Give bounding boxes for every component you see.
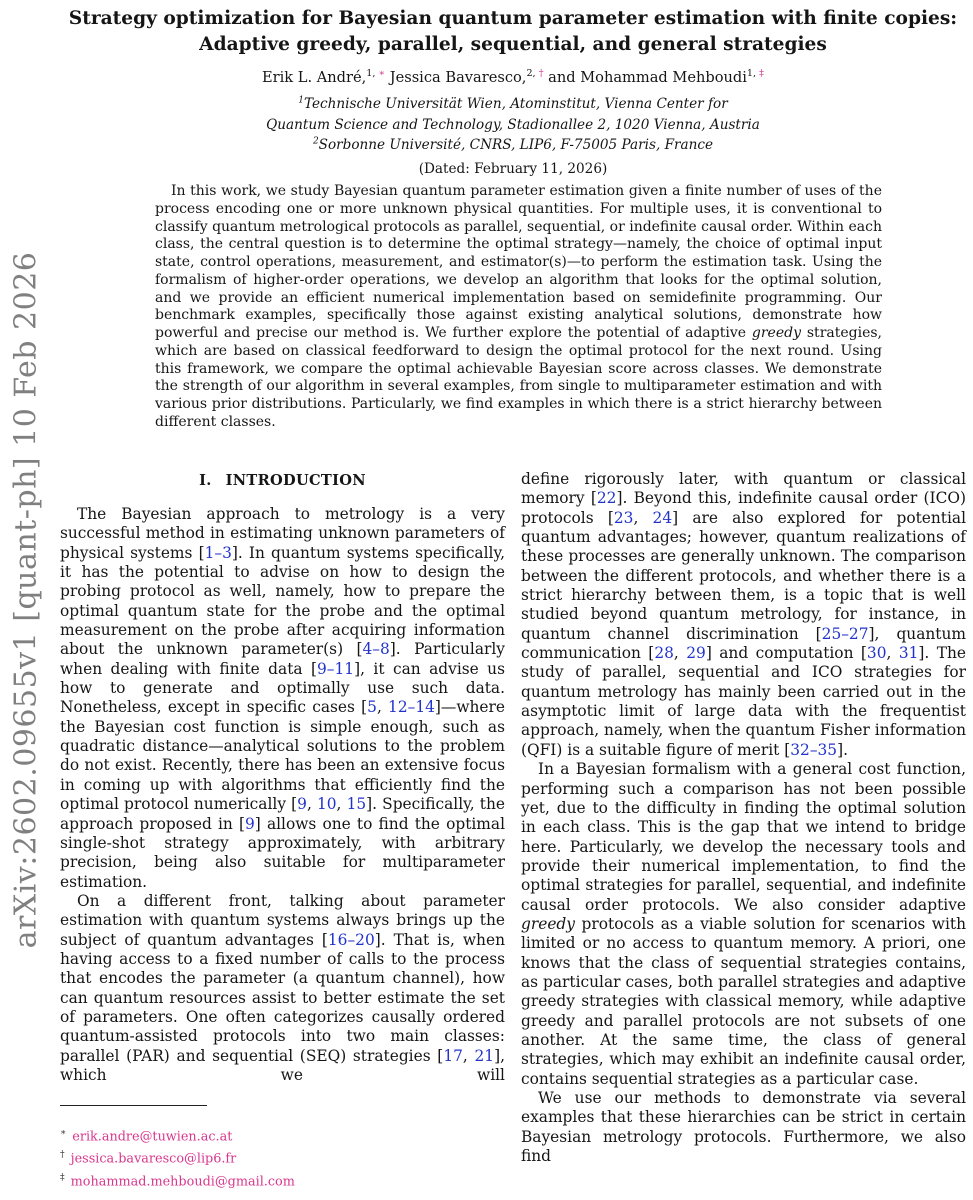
footnote-author-2 <box>60 1146 295 1169</box>
dagger-footnote-marker: † <box>60 1149 65 1161</box>
footnotes <box>60 1124 295 1192</box>
arxiv-sidebar-banner: arXiv:2602.09655v1 [quant-ph] 10 Feb 2026 <box>8 251 44 949</box>
intro-paragraph-2: On a different front, talking about parameter estimation with quantum systems always brings up the subject of quantum advantages [16–20]. That is, when having access to a fixed number of calls to the process that encodes the parameter (a quantum channel), how can quantum resources assist to better estimate the set of parameters. One often categorizes causally ordered quantum-assisted protocols into two main classes: parallel (PAR) and sequential (SEQ) strategies [17, 21], which we will <box>60 891 505 1084</box>
section-heading-introduction <box>60 472 505 489</box>
affiliations <box>60 94 966 155</box>
citation-link[interactable]: 4–8 <box>362 640 390 659</box>
paper-title-line1: Strategy optimization for Bayesian quantum parameter estimation with finite copies: <box>68 8 958 29</box>
double-dagger-footnote-marker: ‡ <box>60 1172 65 1184</box>
abstract: In this work, we study Bayesian quantum parameter estimation given a finite number of uses of the process encoding one or more unknown physical quantities. For multiple uses, it is conventional to classify quantum metrological protocols as parallel, sequential, or indefinite causal order. Within each class, the central question is to determine the optimal strategy—namely, the choice of optimal input state, control operations, measurement, and estimator(s)—to perform the estimation task. Using the formalism of higher-order operations, we develop an algorithm that looks for the optimal solution, and we provide an efficient numerical implementation based on semidefinite programming. Our benchmark examples, specifically those against existing analytical solutions, demonstrate how powerful and precise our method is. We further explore the potential of adaptive greedy strategies, which are based on classical feedforward to design the optimal protocol for the next round. Using this framework, we compare the optimal achievable Bayesian score across classes. We demonstrate the strength of our algorithm in several examples, from single to multiparameter estimation and with various prior distributions. Particularly, we find examples in which there is a strict hierarchy between different classes. <box>155 183 882 430</box>
citation-link[interactable]: 5 <box>367 698 377 717</box>
citation-link[interactable]: 16–20 <box>327 930 375 949</box>
citation-link[interactable]: 29 <box>686 644 706 663</box>
citation-link[interactable]: 32–35 <box>790 740 838 759</box>
citation-link[interactable]: 10 <box>316 795 337 814</box>
intro-paragraph-3: In a Bayesian formalism with a general cost function, performing such a comparison has not been possible yet, due to the difficulty in finding the optimal solution in each class. This is the gap that we intend to bridge here. Particularly, we develop the necessary tools and provide their numerical implementation, to find the optimal strategies for parallel, sequential, and indefinite causal order protocols. We also consider adaptive greedy protocols as a viable solution for scenarios with limited or no access to quantum memory. A priori, one knows that the class of sequential strategies contains, as particular cases, both parallel strategies and adaptive greedy strategies with classical memory, while adaptive greedy and parallel protocols are not subsets of one another. At the same time, the class of general strategies, which may exhibit an indefinite causal order, contains sequential strategies as a particular case. <box>521 760 966 1088</box>
left-column <box>60 470 505 1196</box>
right-column <box>521 470 966 1196</box>
footnote-marker-link[interactable]: ∗ <box>378 68 386 80</box>
footnote-author-3 <box>60 1169 295 1192</box>
citation-link[interactable]: 24 <box>652 508 673 527</box>
intro-paragraph-4: We use our methods to demonstrate via several examples that these hierarchies can be strict in certain Bayesian metrology protocols. Furthermore, we also find <box>521 1089 966 1166</box>
section-title: INTRODUCTION <box>225 472 366 489</box>
citation-link[interactable]: 9–11 <box>317 659 355 678</box>
intro-paragraph-2-continued: define rigorously later, with quantum or classical memory [22]. Beyond this, indefinite causal order (ICO) protocols [23, 24] are also explored for potential quantum advantages; however, quantum realizations of these processes are generally unknown. The comparison between the different protocols, and whether there is a strict hierarchy between them, is a topic that is well studied beyond quantum metrology, for instance, in quantum channel discrimination [25–27], quantum communication [28, 29] and computation [30, 31]. The study of parallel, sequential and ICO strategies for quantum metrology has mainly been carried out in the asymptotic limit of large data with the frequentist approach, namely, when the quantum Fisher information (QFI) is a suitable figure of merit [32–35]. <box>521 470 966 759</box>
intro-paragraph-1: The Bayesian approach to metrology is a very successful method in estimating unknown parameters of physical systems [1–3]. In quantum systems specifically, it has the potential to advise on how to design the probing protocol as well, namely, how to prepare the optimal quantum state for the probe and the optimal measurement on the probe after acquiring information about the unknown parameter(s) [4–8]. Particularly when dealing with finite data [9–11], it can advise us how to generate and optimally use such data. Nonetheless, except in specific cases [5, 12–14]—where the Bayesian cost function is simple enough, such as quadratic distance—analytical solutions to the problem do not exist. Recently, there has been an extensive focus in coming up with algorithms that efficiently find the optimal protocol numerically [9, 10, 15]. Specifically, the approach proposed in [9] allows one to find the optimal single-shot strategy approximately, with arbitrary precision, being also suitable for multiparameter estimation. <box>60 505 506 891</box>
affiliation-line-2: Quantum Science and Technology, Stadionallee 2, 1020 Vienna, Austria <box>266 116 760 133</box>
citation-link[interactable]: 15 <box>346 795 367 814</box>
citation-link[interactable]: 12–14 <box>388 698 435 717</box>
email-link[interactable]: jessica.bavaresco@lip6.fr <box>70 1151 237 1167</box>
footnote-rule <box>60 1105 207 1106</box>
paper-title-line2: Adaptive greedy, parallel, sequential, and general strategies <box>199 33 827 55</box>
citation-link[interactable]: 17 <box>443 1046 463 1065</box>
two-column-body <box>60 470 966 1196</box>
citation-link[interactable]: 22 <box>596 489 617 508</box>
section-number: I. <box>199 472 212 489</box>
author-line: Erik L. André,$^{1,}$ ∗ Jessica Bavaresco,$^{2,}$ † and Mohammad Mehboudi$^{1,}$ ‡ <box>262 68 764 87</box>
citation-link[interactable]: 30 <box>866 644 887 663</box>
citation-link[interactable]: 28 <box>654 644 674 663</box>
paper-header <box>60 6 966 177</box>
email-link[interactable]: erik.andre@tuwien.ac.at <box>72 1128 233 1144</box>
email-link[interactable]: mohammad.mehboudi@gmail.com <box>70 1174 295 1190</box>
citation-link[interactable]: 21 <box>474 1046 495 1065</box>
footnote-marker-link[interactable]: † <box>538 68 544 80</box>
asterisk-footnote-marker: ∗ <box>60 1126 67 1138</box>
citation-link[interactable]: 25–27 <box>821 624 869 643</box>
date-line: (Dated: February 11, 2026) <box>418 161 608 178</box>
footnote-author-1 <box>60 1124 295 1147</box>
footnote-marker-link[interactable]: ‡ <box>759 68 764 80</box>
citation-link[interactable]: 31 <box>898 644 919 663</box>
affiliation-line-3: $^2$Sorbonne Université, CNRS, LIP6, F-75005 Paris, France <box>312 136 714 154</box>
citation-link[interactable]: 23 <box>613 508 634 527</box>
paper-title <box>60 6 966 57</box>
citation-link[interactable]: 1–3 <box>204 543 232 562</box>
affiliation-line-1: $^1$Technische Universität Wien, Atominstitut, Vienna Center for <box>298 95 728 113</box>
citation-link[interactable]: 9 <box>297 795 307 814</box>
citation-link[interactable]: 9 <box>244 814 255 833</box>
